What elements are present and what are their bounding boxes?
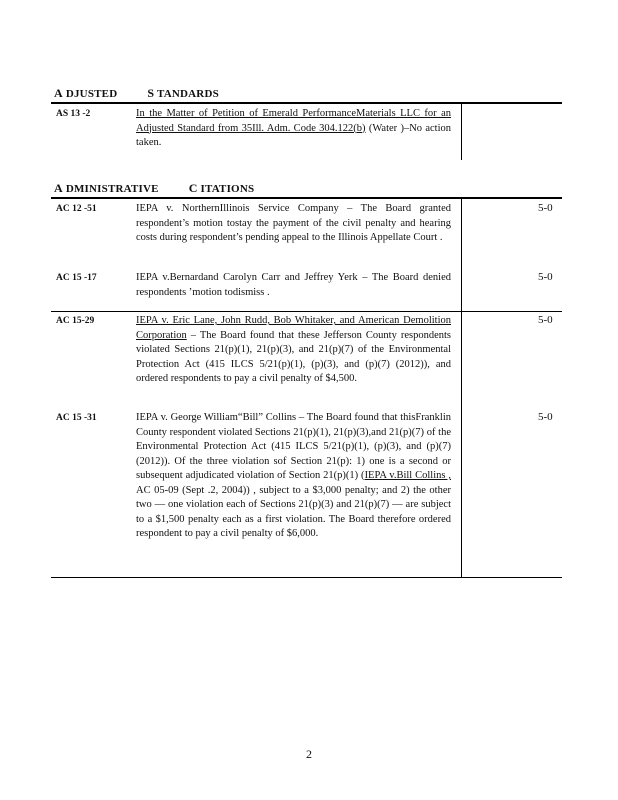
title-rest: DMINISTRATIVE <box>65 183 159 195</box>
table-top-rule <box>51 102 562 104</box>
case-number: AC 15-29 <box>56 316 95 326</box>
case-number: AC 15 -31 <box>56 413 97 423</box>
column-divider <box>461 104 462 160</box>
section-title-adjusted-standards <box>54 86 219 101</box>
vote-count: 5-0 <box>538 271 553 283</box>
case-outcome: – The Board found that these Jefferson County respondents violated Sections 21(p)(1), 21(p)(3), and 21(p)(7) of the Environmental Protection Act (415 ILCS 5/21(p)(1), (p)(3), and (p)(7) (2012)), and ordered respondents to pay a civil penalty of $4,500. <box>136 329 452 384</box>
row-divider <box>51 311 562 312</box>
case-citation-link: IEPA v.Bill Collins , <box>364 470 451 481</box>
case-number: AS 13 -2 <box>56 109 91 119</box>
title-rest: TANDARDS <box>157 88 219 100</box>
column-divider <box>461 199 462 578</box>
page-number: 2 <box>306 747 312 761</box>
vote-count: 5-0 <box>538 314 553 326</box>
title-cap: A <box>54 86 63 100</box>
case-title-link: IEPA v. Eric Lane, John Rudd, Bob Whitaker, and American Demolition Corporation <box>136 315 451 341</box>
case-description: IEPA v. NorthernIllinois Service Company – The Board granted respondent’s motion tostay the payment of the civil penalty and hearing costs during respondent’s pending appeal to the Illinois Appellate Court . <box>136 203 451 243</box>
case-number: AC 12 -51 <box>56 204 97 214</box>
case-title-link: In the Matter of Petition of Emerald PerformanceMaterials LLC for an Adjusted Standard from 35Ill. Adm. Code 304.122(b) <box>136 108 451 134</box>
case-text-part: IEPA v. George William“Bill” Collins – The Board found that thisFranklin County respondent violated Sections 21(p)(1), 21(p)(3),and 21(p)(7) of the Environmental Protection Act (415 ILCS 5/21(p)(1), (p)(3), and (p)(7) (2012)). Of the three violation sof Section 21(p): 1) one is a second or subsequent adjudicated violation of Section 21(p)(1) ( <box>136 412 451 481</box>
title-rest: ITATIONS <box>200 183 255 195</box>
title-cap: C <box>188 181 198 195</box>
case-description <box>136 107 451 151</box>
case-description <box>136 411 451 542</box>
case-outcome: (Water )–No action taken. <box>136 122 451 148</box>
section-title-administrative-citations <box>54 181 254 196</box>
case-description <box>136 314 451 387</box>
case-description: IEPA v.Bernardand Carolyn Carr and Jeffrey Yerk – The Board denied respondents ’motion todismiss . <box>136 272 451 298</box>
table-top-rule <box>51 197 562 199</box>
title-cap: S <box>147 86 155 100</box>
vote-count: 5-0 <box>538 202 553 214</box>
title-rest: DJUSTED <box>65 88 118 100</box>
vote-count: 5-0 <box>538 411 553 423</box>
case-text-part: AC 05-09 (Sept .2, 2004)) , subject to a $3,000 penalty; and 2) the other two — one violation each of Sections 21(p)(3) and 21(p)(7) — are subject to a $1,500 penalty each as a first violation. The Board therefore ordered respondent to pay a civil penalty of $6,000. <box>136 484 451 539</box>
case-number: AC 15 -17 <box>56 273 97 283</box>
title-cap: A <box>54 181 63 195</box>
table-bottom-rule <box>51 577 562 578</box>
